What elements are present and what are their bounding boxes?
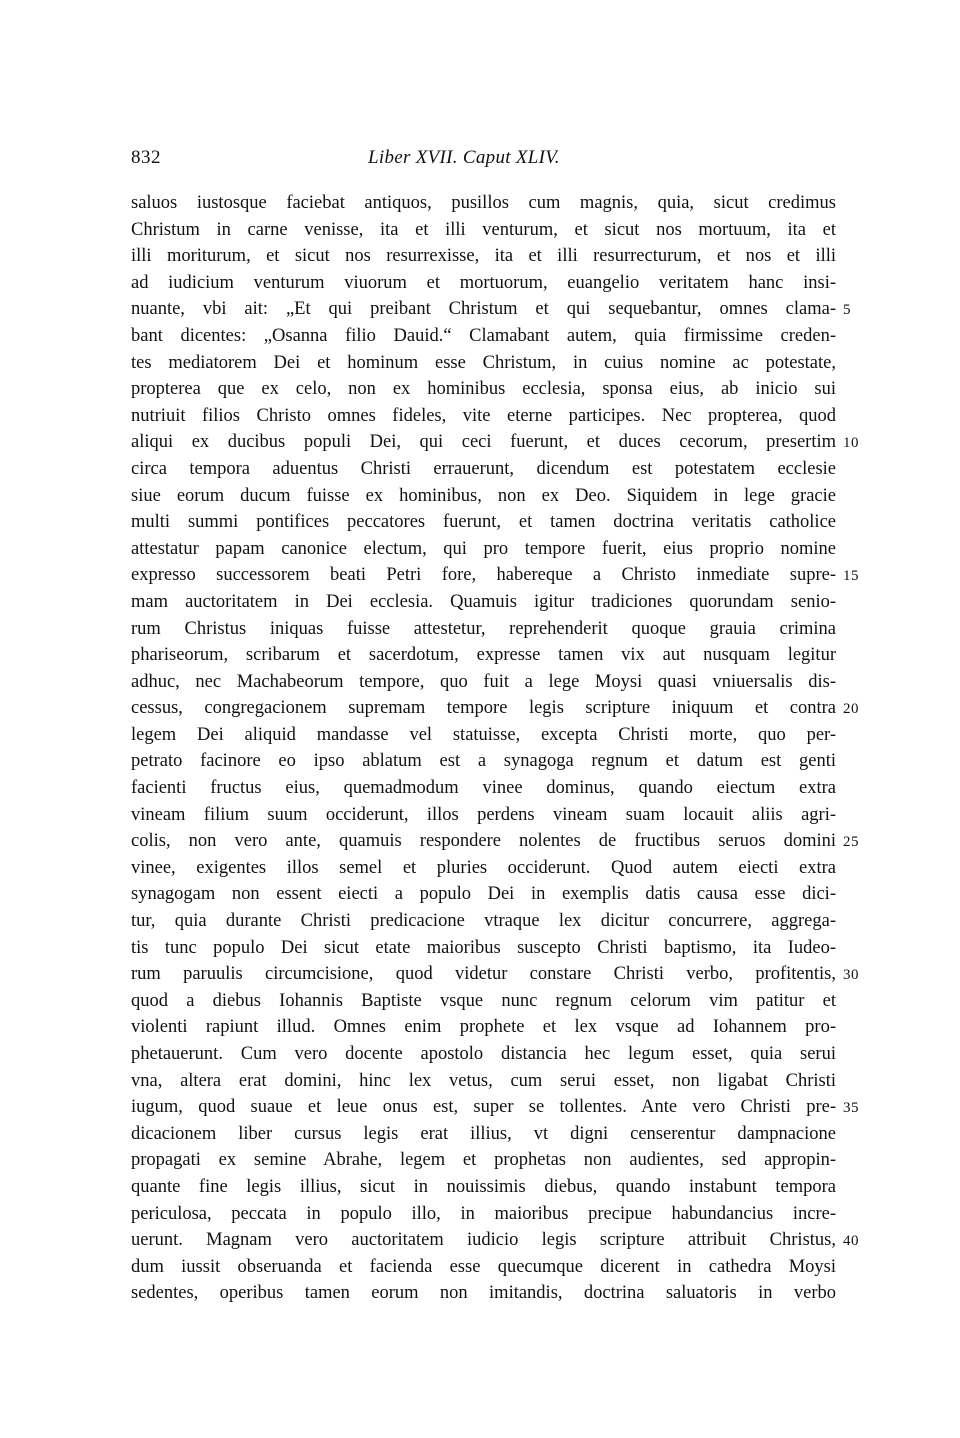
text-line	[131, 509, 836, 536]
line-text: expresso successorem beati Petri fore, habereque a Christo inmediate supre-	[131, 565, 836, 586]
text-line	[131, 1094, 859, 1121]
text-line	[131, 562, 859, 589]
text-line	[131, 483, 836, 510]
line-text: phetauerunt. Cum vero docente apostolo distancia hec legum esset, quia serui	[131, 1044, 836, 1064]
line-text: illi moriturum, et sicut nos resurrexisse, ita et illi resurrecturum, et nos et illi	[131, 246, 836, 267]
text-body	[131, 190, 859, 1307]
line-text: dum iussit obseruanda et facienda esse quecumque dicerent in cathedra Moysi	[131, 1256, 836, 1277]
text-line	[131, 270, 836, 297]
line-number: 10	[843, 435, 859, 452]
text-line	[131, 190, 836, 217]
text-line	[131, 456, 836, 483]
text-line	[131, 589, 836, 616]
text-line	[131, 748, 836, 775]
line-text: phariseorum, scribarum et sacerdotum, expresse tamen vix aut nusquam legitur	[131, 645, 836, 666]
line-text: multi summi pontifices peccatores fuerunt, et tamen doctrina veritatis catholice	[131, 512, 836, 533]
text-line	[131, 881, 836, 908]
text-line	[131, 642, 836, 669]
text-line	[131, 429, 859, 456]
text-line	[131, 988, 836, 1015]
line-number: 40	[843, 1233, 859, 1250]
line-text: attestatur papam canonice electum, qui pro tempore fuerit, eius proprio nomine	[131, 538, 836, 559]
line-text: tis tunc populo Dei sicut etate maioribus suscepto Christi baptismo, ita Iudeo-	[131, 937, 836, 958]
line-number: 35	[843, 1100, 859, 1117]
text-line	[131, 536, 836, 563]
line-text: rum paruulis circumcisione, quod videtur constare Christi verbo, profitentis,	[131, 964, 836, 985]
text-line	[131, 1174, 836, 1201]
text-line	[131, 243, 836, 270]
text-line	[131, 403, 836, 430]
line-text: vinee, exigentes illos semel et pluries occiderunt. Quod autem eiecti extra	[131, 857, 836, 878]
page-number: 832	[131, 147, 161, 168]
line-text: quante fine legis illius, sicut in nouissimis diebus, quando instabunt tempora	[131, 1176, 836, 1197]
text-line	[131, 961, 859, 988]
line-text: vna, altera erat domini, hinc lex vetus, cum serui esset, non ligabat Christi	[131, 1070, 836, 1091]
line-text: petrato facinore eo ipso ablatum est a synagoga regnum et datum est genti	[131, 751, 836, 772]
line-text: bant dicentes: „Osanna filio Dauid.“ Clamabant autem, quia firmissime creden-	[131, 325, 836, 346]
text-line	[131, 802, 836, 829]
text-line	[131, 1254, 836, 1281]
line-text: iugum, quod suaue et leue onus est, super se tollentes. Ante vero Christi pre-	[131, 1097, 836, 1118]
line-text: tur, quia durante Christi predicacione vtraque lex dicitur concurrere, aggrega-	[131, 911, 836, 932]
line-text: synagogam non essent eiecti a populo Dei in exemplis datis causa esse dici-	[131, 884, 836, 905]
text-line	[131, 1121, 836, 1148]
line-text: vineam filium suum occiderunt, illos perdens vineam suam locauit aliis agri-	[131, 804, 836, 825]
line-text: legem Dei aliquid mandasse vel statuisse, excepta Christi morte, quo per-	[131, 724, 836, 745]
line-text: siue eorum ducum fuisse ex hominibus, non ex Deo. Siquidem in lege gracie	[131, 485, 836, 506]
line-text: adhuc, nec Machabeorum tempore, quo fuit a lege Moysi quasi vniuersalis dis-	[131, 671, 836, 692]
text-line	[131, 296, 851, 323]
line-text: circa tempora aduentus Christi errauerunt, dicendum est potestatem ecclesie	[131, 458, 836, 479]
text-line	[131, 616, 836, 643]
line-text: sedentes, operibus tamen eorum non imitandis, doctrina saluatoris in verbo	[131, 1283, 836, 1304]
line-number: 5	[843, 302, 851, 319]
text-line	[131, 1201, 836, 1228]
text-line	[131, 376, 836, 403]
line-text: nutriuit filios Christo omnes fideles, vite eterne participes. Nec propterea, quod	[131, 405, 836, 426]
line-number: 20	[843, 701, 859, 718]
line-text: saluos iustosque faciebat antiquos, pusillos cum magnis, quia, sicut credimus	[131, 193, 836, 213]
line-text: aliqui ex ducibus populi Dei, qui ceci fuerunt, et duces cecorum, presertim	[131, 432, 836, 453]
running-title: Liber XVII. Caput XLIV.	[368, 147, 560, 168]
text-line	[131, 855, 836, 882]
line-text: violenti rapiunt illud. Omnes enim prophete et lex vsque ad Iohannem pro-	[131, 1017, 836, 1038]
line-text: nuante, vbi ait: „Et qui preibant Christum et qui sequebantur, omnes clama-	[131, 299, 836, 320]
line-text: cessus, congregacionem supremam tempore legis scripture iniquum et contra	[131, 698, 836, 719]
line-text: mam auctoritatem in Dei ecclesia. Quamuis igitur tradiciones quorundam senio-	[131, 591, 836, 612]
line-text: propagati ex semine Abrahe, legem et prophetas non audientes, sed appropin-	[131, 1150, 836, 1171]
line-text: rum Christus iniquas fuisse attestetur, reprehenderit quoque grauia crimina	[131, 618, 836, 639]
line-number: 25	[843, 834, 859, 851]
text-line	[131, 1068, 836, 1095]
text-line	[131, 323, 836, 350]
text-line	[131, 1147, 836, 1174]
text-line	[131, 722, 836, 749]
line-text: uerunt. Magnam vero auctoritatem iudicio legis scripture attribuit Christus,	[131, 1230, 836, 1251]
line-text: dicacionem liber cursus legis erat illius, vt digni censerentur dampnacione	[131, 1123, 836, 1144]
text-line	[131, 1280, 836, 1307]
text-line	[131, 669, 836, 696]
line-number: 15	[843, 568, 859, 585]
line-number: 30	[843, 967, 859, 984]
text-line	[131, 217, 836, 244]
line-text: tes mediatorem Dei et hominum esse Christum, in cuius nomine ac potestate,	[131, 352, 836, 373]
text-line	[131, 350, 836, 377]
line-text: colis, non vero ante, quamuis respondere nolentes de fructibus seruos domini	[131, 831, 836, 852]
text-line	[131, 1227, 859, 1254]
line-text: propterea que ex celo, non ex hominibus ecclesia, sponsa eius, ab inicio sui	[131, 379, 836, 400]
text-line	[131, 775, 836, 802]
text-line	[131, 695, 859, 722]
line-text: ad iudicium venturum viuorum et mortuorum, euangelio veritatem hanc insi-	[131, 272, 836, 293]
line-text: Christum in carne venisse, ita et illi venturum, et sicut nos mortuum, ita et	[131, 219, 836, 240]
text-line	[131, 1041, 836, 1068]
line-text: periculosa, peccata in populo illo, in maioribus precipue habundancius incre-	[131, 1203, 836, 1224]
line-text: quod a diebus Iohannis Baptiste vsque nunc regnum celorum vim patitur et	[131, 990, 836, 1011]
line-text: facienti fructus eius, quemadmodum vinee dominus, quando eiectum extra	[131, 778, 836, 799]
text-line	[131, 828, 859, 855]
text-line	[131, 935, 836, 962]
text-line	[131, 1014, 836, 1041]
text-line	[131, 908, 836, 935]
